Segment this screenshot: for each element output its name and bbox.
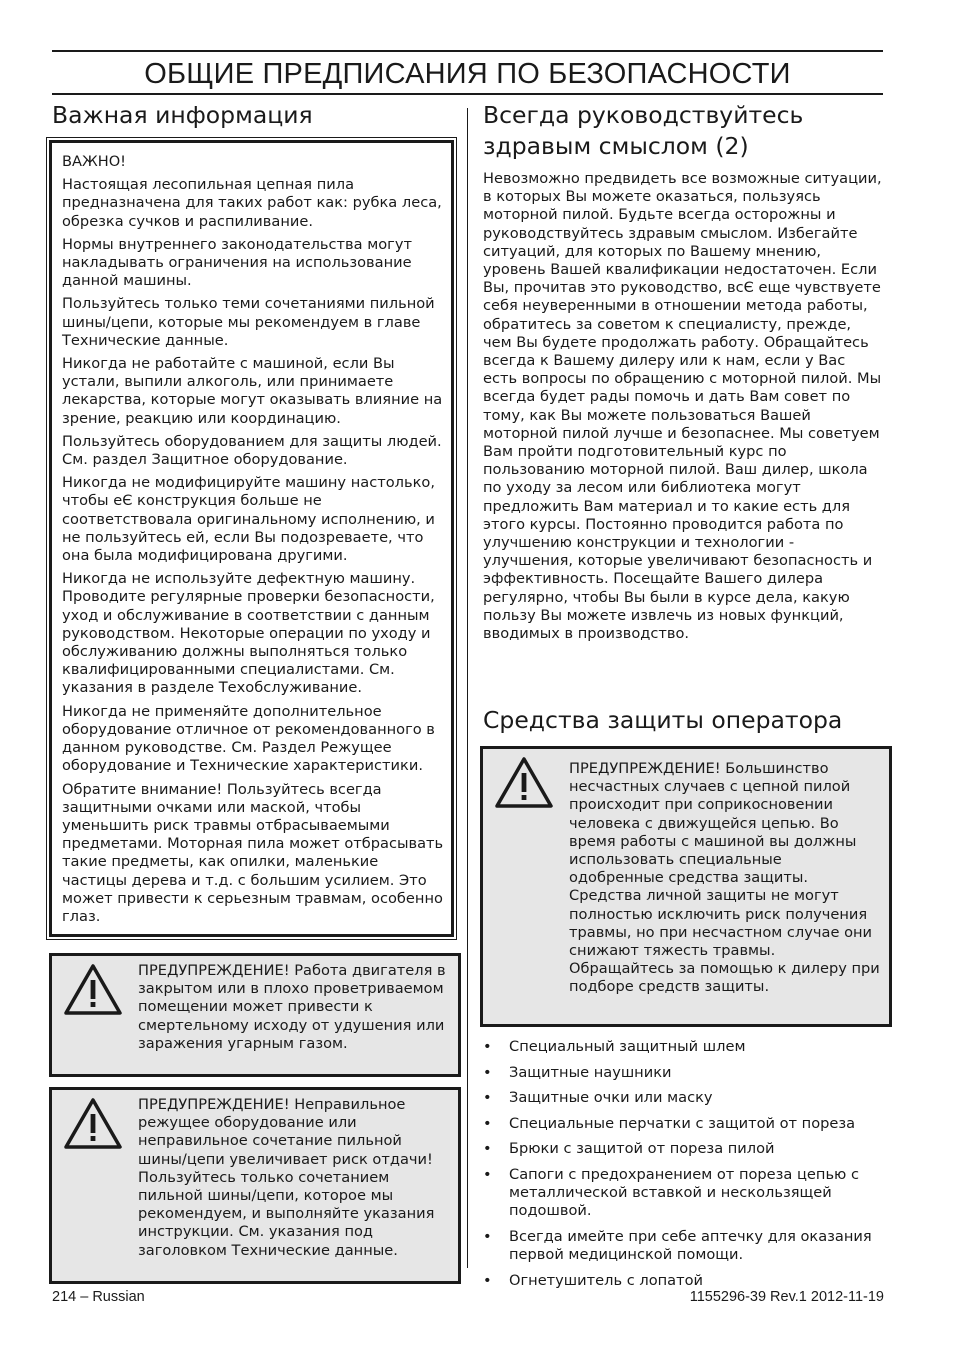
bullet-icon: • [483,1227,492,1245]
section-heading-important-info: Важная информация [52,101,313,129]
bullet-icon: • [483,1038,492,1055]
section-heading-common-sense: Всегда руководствуйтесь здравым смыслом (2) [483,101,804,160]
warning-text: ПРЕДУПРЕЖДЕНИЕ! Большинство несчастных случаев с цепной пилой происходит при соприкосновении человека с движущейся цепью. Во время работы с машиной вы должны использовать специальные одобренные средства защиты. Средства личной защиты не могут полностью исключить риск получения травмы, но при несчастном случае они снижают тяжесть травмы. Обращайтесь за помощью к дилеру при подборе средств защиты. [569,760,880,996]
important-paragraph: Никогда не работайте с машиной, если Вы устали, выпили алкоголь, или принимаете лекарства, которые могут оказывать влияние на зрение, реакцию или координацию. [62,355,443,427]
important-paragraph: Обратите внимание! Пользуйтесь всегда защитными очками или маской, чтобы уменьшить риск травмы отбрасываемыми предметами. Моторная пила может отбрасывать такие предметы, как опилки, маленькие частицы дерева и т.д. с большим усилием. Это может привести к серьезным травмам, особенно глаз. [62,780,444,925]
footer-page-number: 214 – Russian [52,1289,145,1305]
warning-box-cutting-equipment [49,1087,461,1284]
protective-equipment-list [483,1038,883,1297]
important-paragraph: Нормы внутреннего законодательства могут накладывать ограничения на использование данной машины. [62,235,412,290]
page-title: ОБЩИЕ ПРЕДПИСАНИЯ ПО БЕЗОПАСНОСТИ [144,58,791,90]
warning-box-exhaust [49,953,461,1077]
top-rule [52,50,883,52]
important-paragraph: Настоящая лесопильная цепная пила предназначена для таких работ как: рубка леса, обрезка сучков и распиливание. [62,176,442,230]
list-item: • Всегда имейте при себе аптечку для оказания первой медицинской помощи. [483,1227,872,1264]
important-paragraph: Никогда не модифицируйте машину настолько, чтобы еЄ конструкция больше не соответствовала оригинальному исполнению, и не пользуйтесь ей, если Вы подозреваете, что она была модифицирована другими. [62,474,435,565]
bullet-icon: • [483,1165,492,1183]
list-item: • Специальные перчатки с защитой от пореза [483,1114,856,1132]
title-underline-rule [52,93,883,95]
warning-box-protective-equipment [480,746,892,1027]
warning-triangle-icon [62,1096,124,1151]
warning-triangle-icon [62,962,124,1017]
list-item: • Специальный защитный шлем [483,1038,746,1055]
important-label: ВАЖНО! [62,153,127,170]
list-item: • Брюки с защитой от пореза пилой [483,1140,775,1158]
bullet-icon: • [483,1063,492,1081]
list-item: • Сапоги с предохранением от пореза цепью с металлической вставкой и нескользящей подошвой. [483,1165,860,1220]
bullet-icon: • [483,1114,492,1132]
important-paragraph: Пользуйтесь оборудованием для защиты людей. См. раздел Защитное оборудование. [62,432,442,469]
important-paragraph: Никогда не используйте дефектную машину. Проводите регулярные проверки безопасности, уход и обслуживание в соответствии с данным руководством. Некоторые операции по уходу и обслуживанию должны выполняться только квалифицированными специалистами. См. указания в разделе Техобслуживание. [62,570,435,697]
important-paragraph: Никогда не применяйте дополнительное оборудование отличное от рекомендованного в данном руководстве. См. Раздел Режущее оборудование и Технические характеристики. [62,702,435,775]
important-paragraph: Пользуйтесь только теми сочетаниями пильной шины/цепи, которые мы рекомендуем в главе Технические данные. [62,295,435,349]
important-info-box [49,140,454,937]
list-item: • Огнетушитель с лопатой [483,1271,704,1289]
bullet-icon: • [483,1271,492,1289]
warning-triangle-icon [493,755,555,810]
section-heading-protective-equipment: Средства защиты оператора [483,706,843,734]
footer-doc-id: 1155296-39 Rev.1 2012-11-19 [689,1289,884,1305]
bullet-icon: • [483,1140,492,1158]
list-item: • Защитные наушники [483,1063,672,1081]
column-divider [467,108,468,1268]
list-item: • Защитные очки или маску [483,1089,713,1107]
warning-text: ПРЕДУПРЕЖДЕНИЕ! Работа двигателя в закрытом или в плохо проветриваемом помещении может привести к смертельному исходу от удушения или заражения угарным газом. [138,962,446,1052]
common-sense-paragraph: Невозможно предвидеть все возможные ситуации, в которых Вы можете оказаться, пользуясь моторной пилой. Будьте всегда осторожны и руководствуйтесь здравым смыслом. Избегайте ситуаций, для которых по Вашему мнению, уровень Вашей квалификации недостаточен. Если Вы, прочитав это руководство, всЄ еще чувствуете себя неуверенными в отношении метода работы, обратитесь за советом к специалисту, прежде, чем Вы будете продолжать работу. Обращайтесь всегда к Вашему дилеру или к нам, если у Вас есть вопросы по обращению с моторной пилой. Мы всегда будет рады помочь и дать Вам совет по тому, как Вы можете пользоваться Вашей моторной пилой лучше и безопаснее. Мы советуем Вам пройти подготовительный курс по пользованию моторной пилой. Ваш дилер, школа по уходу за лесом или библиотека могут предложить Вам материал и то какие есть для этого курсы. Постоянно проводится работа по улучшению конструкции и технологии - улучшения, которые увеличивают безопасность и эффективность. Посещайте Вашего дилера регулярно, чтобы Вы были в курсе дела, какую пользу Вы можете извлечь из новых функций, вводимых в производство. [483,170,882,643]
bullet-icon: • [483,1089,492,1107]
warning-text: ПРЕДУПРЕЖДЕНИЕ! Неправильное режущее оборудование или неправильное сочетание пильной шины/цепи увеличивает риск отдачи! Пользуйтесь только сочетанием пильной шины/цепи, которое мы рекомендуем, и выполняйте указания инструкции. См. указания под заголовком Технические данные. [138,1096,435,1259]
